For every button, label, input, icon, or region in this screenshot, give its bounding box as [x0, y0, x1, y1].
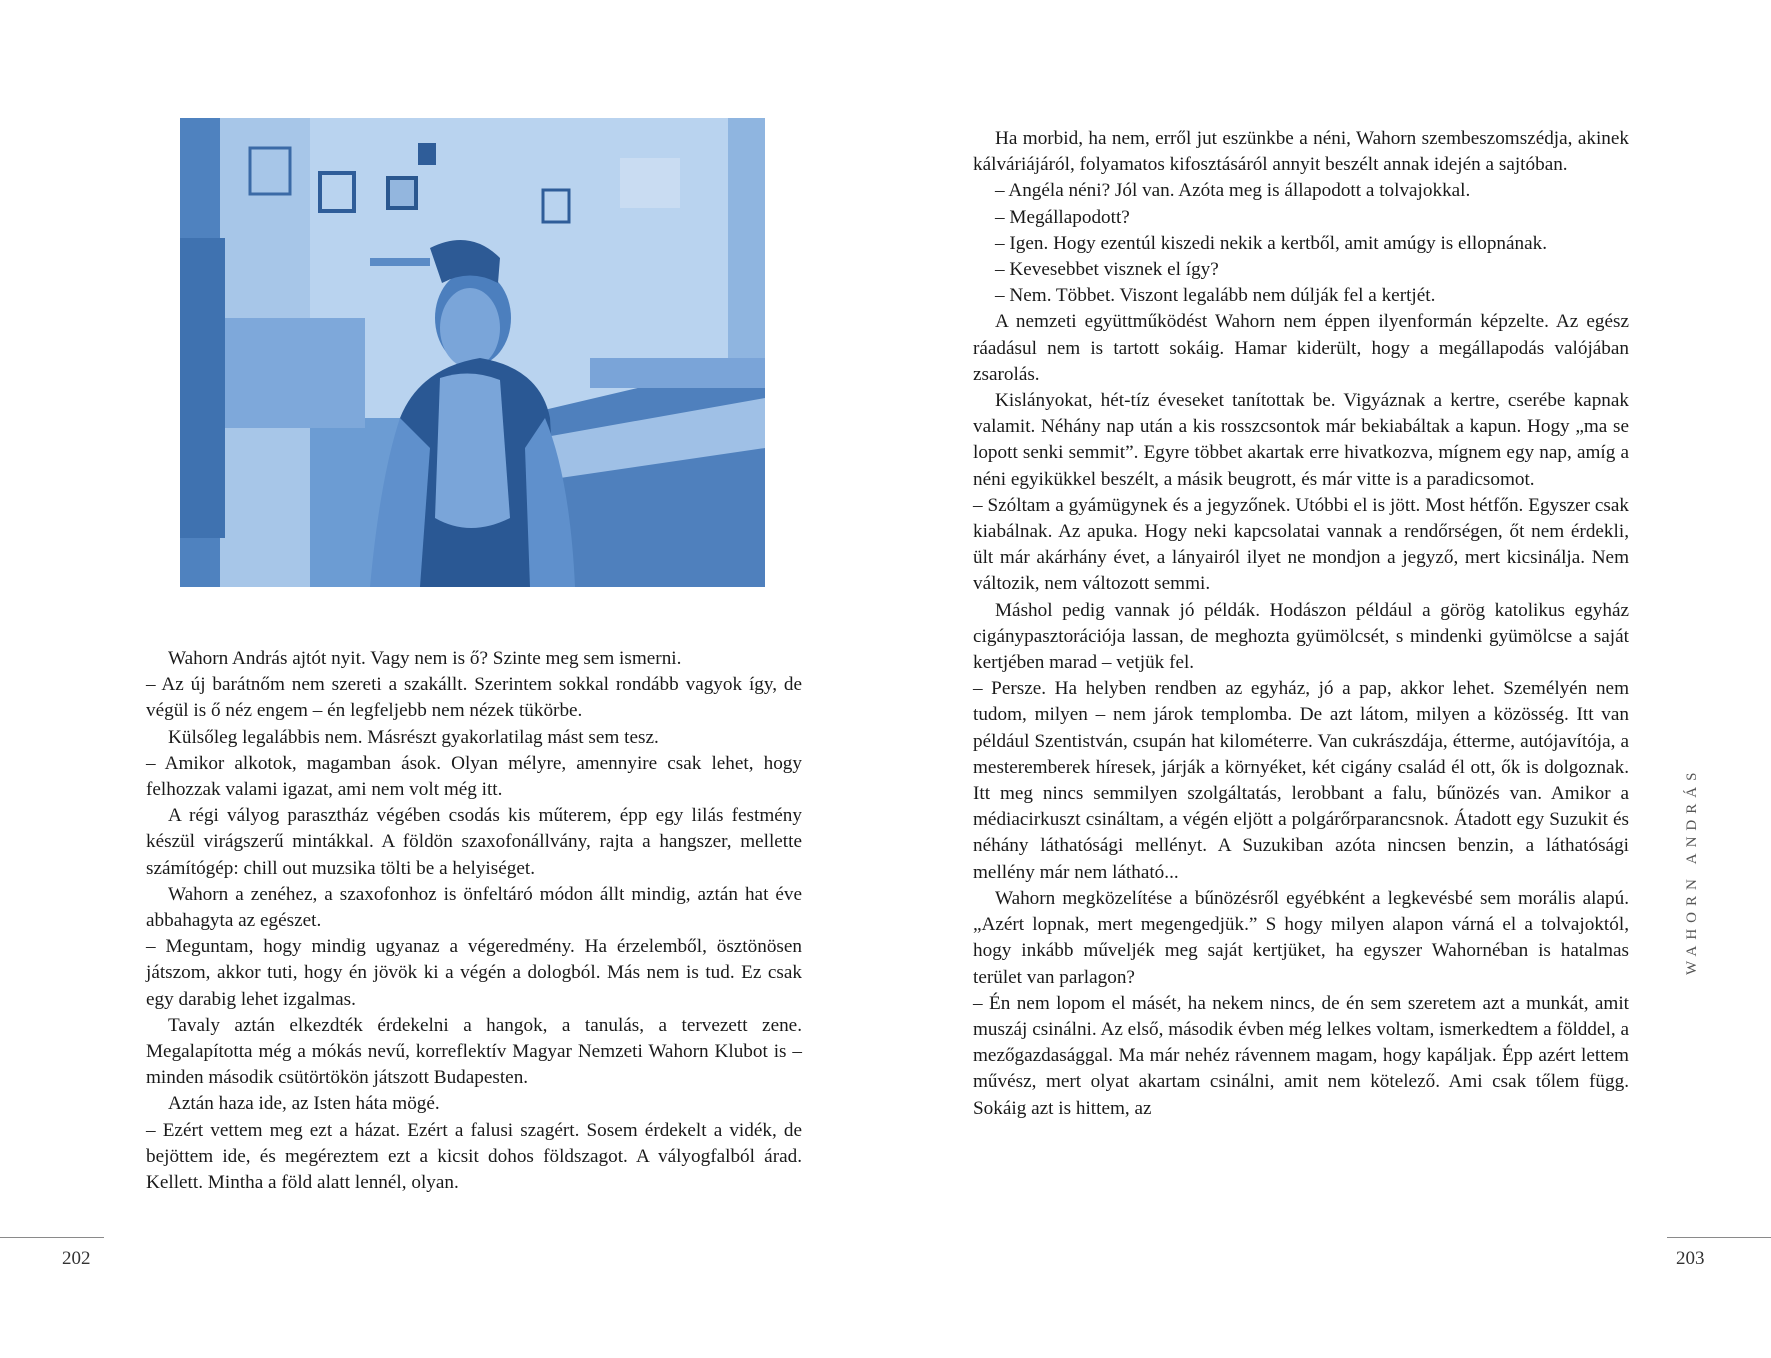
- running-head-text: WAHORN ANDRÁS: [1684, 766, 1700, 975]
- right-paragraph: – Persze. Ha helyben rendben az egyház, jó a pap, akkor lehet. Személyén nem tudom, milyen – nem járok templomba. De azt látom, milyen a közösség. Itt van például Szentistván, csupán hat kilométerre. Van cukrászdája, étterme, autójavítója, a mesteremberek híresek, járják a környéket, két cigány család él ott, ők is dolgoznak. Itt meg nincs semmilyen szolgáltatás, lerobbant a falu, bűnözés van. Amikor a médiacirkuszt csináltam, a végén eljött a polgárőrparancsnok. Átadott egy Suzukit és néhány láthatósági mellényt. A Suzukiban azóta nincsen benzin, a láthatósági mellény már nem látható...: [973, 678, 1629, 883]
- right-paragraph: – Igen. Hogy ezentúl kiszedi nekik a kertből, amit amúgy is ellopnának.: [995, 232, 1548, 254]
- right-paragraph: – Nem. Többet. Viszont legalább nem dúlják fel a kertjét.: [995, 285, 1436, 307]
- right-paragraph: – Megállapodott?: [995, 206, 1130, 228]
- left-paragraph: Aztán haza ide, az Isten háta mögé.: [168, 1093, 440, 1115]
- left-paragraph: – Az új barátnőm nem szereti a szakállt. Szerintem sokkal rondább vagyok így, de végül is ő néz engem – én legfeljebb nem nézek tükörbe.: [146, 674, 802, 722]
- left-paragraph: A régi vályog parasztház végében csodás kis műterem, épp egy lilás festmény készül virágszerű mintákkal. A földön szaxofonállvány, rajta a hangszer, mellette számítógép: chill out muzsika tölti be a helyiséget.: [146, 805, 802, 879]
- left-paragraph: Külsőleg legalábbis nem. Másrészt gyakorlatilag mást sem tesz.: [168, 726, 659, 748]
- left-paragraph: Wahorn András ajtót nyit. Vagy nem is ő? Szinte meg sem ismerni.: [168, 648, 682, 669]
- left-page-text: [146, 646, 802, 1196]
- right-paragraph: – Angéla néni? Jól van. Azóta meg is állapodott a tolvajokkal.: [995, 180, 1471, 202]
- right-paragraph: – Én nem lopom el másét, ha nekem nincs, de én sem szeretem azt a munkát, amit muszáj csinálni. Az első, második évben még lelkes voltam, ismerkedtem a földdel, a mezőgazdasággal. Ma már nehéz rávennem magam, hogy kapáljak. Épp azért lettem művész, mert olyat akartam csinálni, amit nem kötelező. Ami csak tőlem függ. Sokáig azt is hittem, az: [973, 992, 1629, 1119]
- left-paragraph: Wahorn a zenéhez, a szaxofonhoz is önfeltáró módon állt mindig, aztán hat éve abbahagyta az egészet.: [146, 883, 802, 932]
- portrait-illustration: [180, 118, 765, 587]
- page-number-left: 202: [62, 1248, 91, 1269]
- right-paragraph: – Kevesebbet visznek el így?: [995, 259, 1219, 281]
- footer-rule-right: [1667, 1237, 1771, 1238]
- right-paragraph: A nemzeti együttműködést Wahorn nem éppen ilyenformán képzelte. Az egész ráadásul nem is tartott sokáig. Hamar kiderült, hogy a megállapodás valójában zsarolás.: [973, 311, 1629, 385]
- right-paragraph: Wahorn megközelítése a bűnözésről egyébként a legkevésbé sem morális alapú. „Azért lopnak, mert megengedjük.” S hogy milyen alapon várná el a tolvajoktól, hogy inkább műveljék meg saját kertjüket, ha egyszer Wahornéban is hatalmas terület van parlagon?: [973, 887, 1629, 988]
- portrait-photo: [180, 118, 765, 587]
- left-paragraph: – Amikor alkotok, magamban ások. Olyan mélyre, amennyire csak lehet, hogy felhozzak valami igazat, ami nem volt még itt.: [146, 752, 802, 801]
- right-paragraph: Kislányokat, hét-tíz éveseket tanítottak be. Vigyáznak a kertre, cserébe kapnak valamit. Néhány nap után a kis rosszcsontok már bekiabáltak a kapun. Hogy „ma se lopott senki semmit”. Egyre többet akartak erre hivatkozva, mígnem egy nap, amíg a néni egyikükkel beszélt, a másik beugrott, és már vitte is a paradicsomot.: [973, 390, 1629, 490]
- right-paragraph: Máshol pedig vannak jó példák. Hodászon például a görög katolikus egyház cigánypasztorációja lassan, de meghozta gyümölcsét, s mindenki gyümölcse a saját kertjében marad – vetjük fel.: [973, 599, 1629, 674]
- right-paragraph: Ha morbid, ha nem, erről jut eszünkbe a néni, Wahorn szembeszomszédja, akinek kálváriájáról, folyamatos kifosztásáról annyit beszélt annak idején a sajtóban.: [973, 128, 1629, 176]
- right-page-text: [973, 126, 1629, 1122]
- left-paragraph: Tavaly aztán elkezdték érdekelni a hangok, a tanulás, a tervezett zene. Megalapította még a mókás nevű, korreflektív Magyar Nemzeti Wahorn Klubot is – minden második csütörtökön játszott Budapesten.: [146, 1014, 802, 1089]
- left-paragraph: – Meguntam, hogy mindig ugyanaz a végeredmény. Ha érzelemből, ösztönösen játszom, akkor tuti, hogy én jövök ki a végén a dologból. Más nem is tud. Ez csak egy darabig lehet izgalmas.: [146, 936, 802, 1010]
- left-paragraph: – Ezért vettem meg ezt a házat. Ezért a falusi szagért. Sosem érdekelt a vidék, de bejöttem ide, és megéreztem ezt a kicsit dohos földszagot. A vályogfalból árad. Kellett. Mintha a föld alatt lennél, olyan.: [146, 1119, 802, 1194]
- page-number-right: 203: [1676, 1248, 1705, 1269]
- right-paragraph: – Szóltam a gyámügynek és a jegyzőnek. Utóbbi el is jött. Most hétfőn. Egyszer csak kiabálnak. Az apuka. Hogy neki kapcsolatai vannak a rendőrségen, őt nem érdekli, ült már akárhány évet, a lányairól ilyet ne mondjon a jegyző, mert kicsinálja. Nem változik, nem változott semmi.: [973, 494, 1629, 595]
- footer-rule-left: [0, 1237, 104, 1238]
